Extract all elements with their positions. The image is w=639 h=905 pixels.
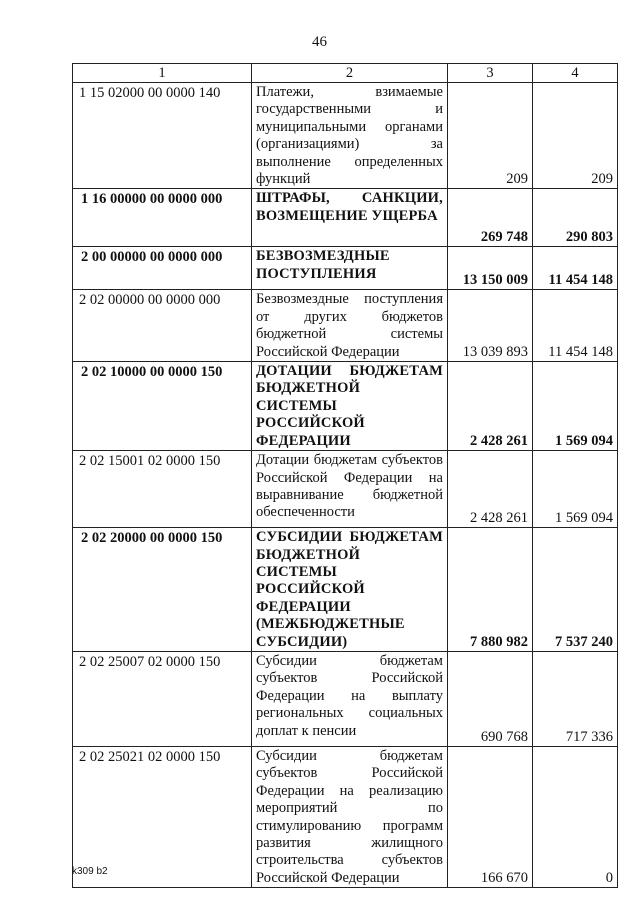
table-row: [73, 290, 618, 362]
row-name: Платежи, взимаемые государственными и муниципальными органами (организациями) за выполнение определенных функций: [252, 83, 448, 189]
row-value-3: 13 039 893: [448, 290, 533, 362]
table-row: [73, 362, 618, 451]
row-value-3: 13 150 009: [448, 247, 533, 290]
row-name: Дотации бюджетам субъектов Российской Федерации на выравнивание бюджетной обеспеченности: [252, 451, 448, 528]
row-name: Субсидии бюджетам субъектов Российской Федерации на выплату региональных социальных доплат к пенсии: [252, 651, 448, 746]
table-row: [73, 83, 618, 189]
row-value-3: 2 428 261: [448, 451, 533, 528]
row-value-4: 209: [533, 83, 618, 189]
budget-table: [72, 63, 618, 888]
row-name: ШТРАФЫ, САНКЦИИ, ВОЗМЕЩЕНИЕ УЩЕРБА: [252, 189, 448, 247]
row-value-4: 290 803: [533, 189, 618, 247]
row-code: 2 02 20000 00 0000 150: [73, 528, 252, 652]
row-code: 1 16 00000 00 0000 000: [73, 189, 252, 247]
row-value-4: 11 454 148: [533, 290, 618, 362]
row-value-4: 1 569 094: [533, 362, 618, 451]
row-value-4: 0: [533, 746, 618, 887]
row-value-4: 1 569 094: [533, 451, 618, 528]
row-code: 2 02 25007 02 0000 150: [73, 651, 252, 746]
row-name: БЕЗВОЗМЕЗДНЫЕ ПОСТУПЛЕНИЯ: [252, 247, 448, 290]
table-row: [73, 528, 618, 652]
table-header-row: [73, 64, 618, 83]
row-value-4: 717 336: [533, 651, 618, 746]
row-value-3: 269 748: [448, 189, 533, 247]
row-code: 2 02 00000 00 0000 000: [73, 290, 252, 362]
row-code: 2 00 00000 00 0000 000: [73, 247, 252, 290]
column-header-1: 1: [73, 64, 252, 83]
row-value-3: 166 670: [448, 746, 533, 887]
row-value-3: 690 768: [448, 651, 533, 746]
column-header-2: 2: [252, 64, 448, 83]
row-name: Субсидии бюджетам субъектов Российской Федерации на реализацию мероприятий по стимулированию программ развития жилищного строительства субъектов Российской Федерации: [252, 746, 448, 887]
row-value-3: 209: [448, 83, 533, 189]
table-row: [73, 746, 618, 887]
footer-document-code: k309 b2: [72, 866, 108, 877]
row-name: Безвозмездные поступления от других бюджетов бюджетной системы Российской Федерации: [252, 290, 448, 362]
column-header-3: 3: [448, 64, 533, 83]
row-value-3: 7 880 982: [448, 528, 533, 652]
row-name: ДОТАЦИИ БЮДЖЕТАМ БЮДЖЕТНОЙ СИСТЕМЫ РОССИЙСКОЙ ФЕДЕРАЦИИ: [252, 362, 448, 451]
row-value-4: 11 454 148: [533, 247, 618, 290]
table-row: [73, 651, 618, 746]
row-code: 2 02 10000 00 0000 150: [73, 362, 252, 451]
column-header-4: 4: [533, 64, 618, 83]
row-code: 1 15 02000 00 0000 140: [73, 83, 252, 189]
row-value-3: 2 428 261: [448, 362, 533, 451]
table-row: [73, 451, 618, 528]
table-row: [73, 189, 618, 247]
table-row: [73, 247, 618, 290]
row-code: 2 02 15001 02 0000 150: [73, 451, 252, 528]
row-name: СУБСИДИИ БЮДЖЕТАМ БЮДЖЕТНОЙ СИСТЕМЫ РОССИЙСКОЙ ФЕДЕРАЦИИ (МЕЖБЮДЖЕТНЫЕ СУБСИДИИ): [252, 528, 448, 652]
row-code: 2 02 25021 02 0000 150: [73, 746, 252, 887]
page-number: 46: [312, 34, 327, 50]
row-value-4: 7 537 240: [533, 528, 618, 652]
